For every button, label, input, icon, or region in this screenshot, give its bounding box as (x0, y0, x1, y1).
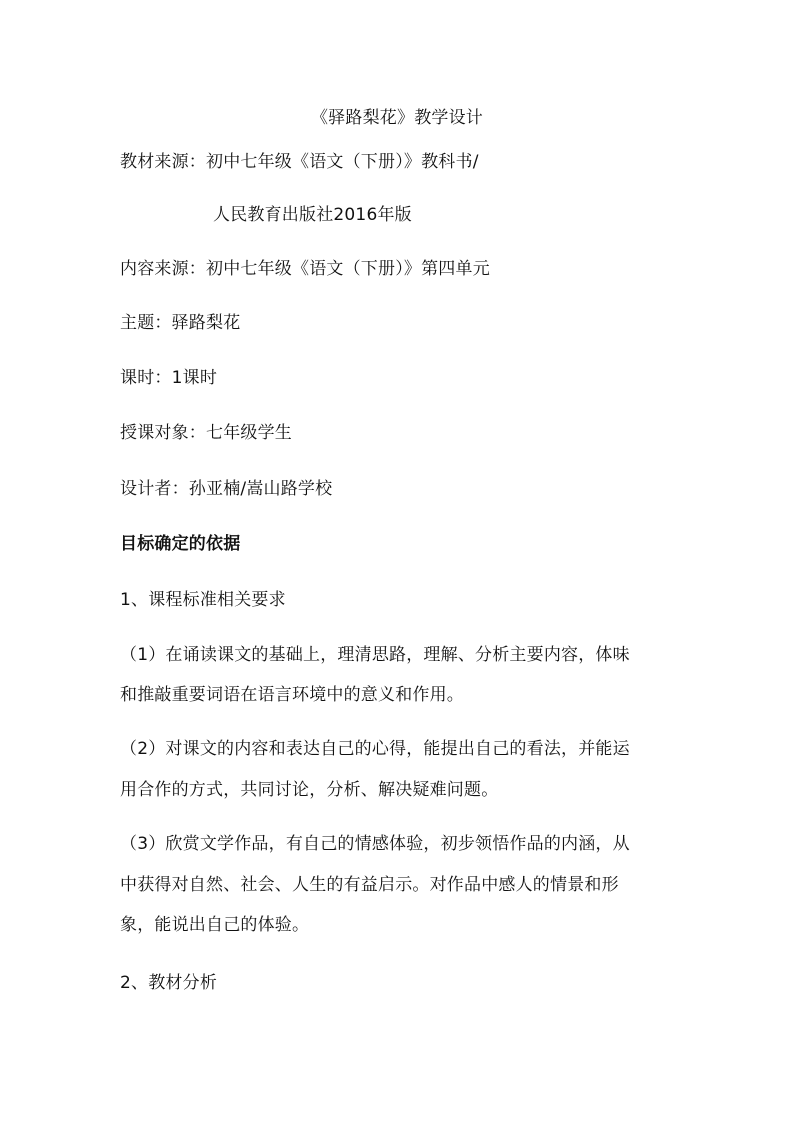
subsection-course-standards: 1、课程标准相关要求 (120, 590, 286, 610)
requirement-3-line-3: 象，能说出自己的体验。 (120, 915, 310, 935)
section-heading: 目标确定的依据 (120, 534, 241, 554)
requirement-2-line-2: 用合作的方式，共同讨论，分析、解决疑难问题。 (120, 780, 499, 800)
requirement-1-line-1: （1）在诵读课文的基础上，理清思路，理解、分析主要内容，体味 (120, 645, 630, 665)
topic-line: 主题：驿路梨花 (120, 313, 241, 333)
document-title: 《驿路梨花》教学设计 (311, 108, 483, 128)
class-hours-line: 课时：1课时 (120, 368, 218, 388)
content-source: 内容来源：初中七年级《语文（下册）》第四单元 (120, 259, 490, 279)
subsection-textbook-analysis: 2、教材分析 (120, 973, 218, 993)
requirement-1-line-2: 和推敲重要词语在语言环境中的意义和作用。 (120, 685, 464, 705)
audience-line: 授课对象：七年级学生 (120, 423, 292, 443)
designer-line: 设计者：孙亚楠/嵩山路学校 (120, 479, 333, 499)
requirement-3-line-2: 中获得对自然、社会、人生的有益启示。对作品中感人的情景和形 (120, 875, 619, 895)
requirement-2-line-1: （2）对课文的内容和表达自己的心得，能提出自己的看法，并能运 (120, 739, 630, 759)
requirement-3-line-1: （3）欣赏文学作品，有自己的情感体验，初步领悟作品的内涵，从 (120, 834, 630, 854)
textbook-source: 教材来源：初中七年级《语文（下册）》教科书/ (120, 152, 479, 172)
textbook-publisher: 人民教育出版社2016年版 (213, 205, 412, 225)
